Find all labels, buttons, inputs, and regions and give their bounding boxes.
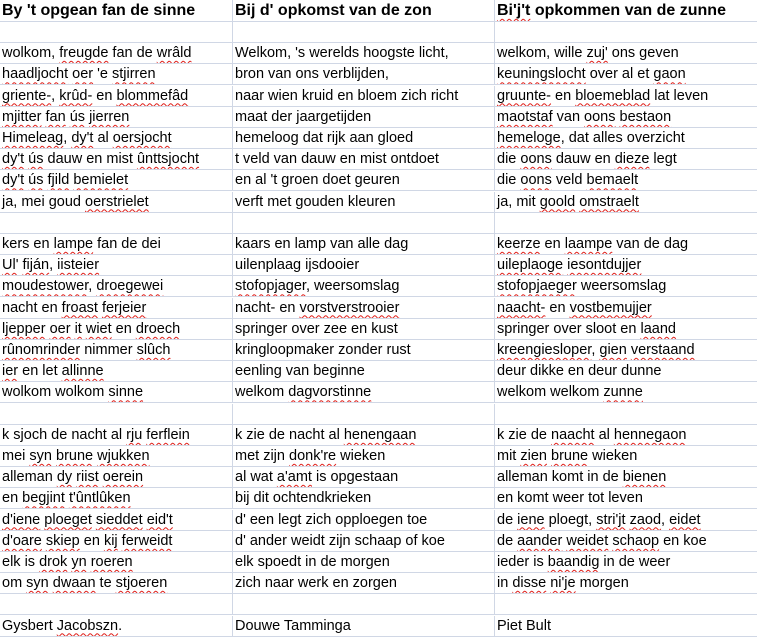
spellcheck-mark: keuningslocht [497, 66, 586, 83]
spellcheck-mark: rju [126, 426, 143, 443]
spellcheck-mark: bienen [622, 469, 667, 486]
spellcheck-mark: wiet [85, 320, 112, 337]
spellcheck-mark: oons [584, 108, 616, 125]
cell-dutch[interactable]: maat der jaargetijden [233, 107, 495, 128]
spellcheck-mark: kreengiesloper [497, 342, 592, 358]
spellcheck-mark: jierren [89, 108, 130, 125]
cell-frisian[interactable]: Gysbert Jacobszn. [0, 616, 233, 637]
spellcheck-mark: Himeleag [2, 130, 64, 146]
spellcheck-mark: lampe [53, 236, 94, 252]
spellcheck-mark: bloemeblad [575, 87, 651, 104]
cell-frisian[interactable]: elk is drok yn roeren [0, 552, 233, 573]
spellcheck-mark: aander [517, 532, 563, 549]
cell-dutch[interactable]: verft met gouden kleuren [233, 192, 495, 213]
spellcheck-mark: ier [2, 363, 19, 380]
spellcheck-mark: mjitter [2, 108, 42, 125]
header-cell-frisian[interactable]: By 't opgean fan de sinne [0, 0, 233, 22]
cell-dialect[interactable]: kreengiesloper, gien verstaand [495, 340, 757, 361]
spellcheck-mark: donk're [289, 448, 337, 464]
spellcheck-mark: ferjeier [101, 299, 147, 316]
table-row [0, 43, 757, 64]
spellcheck-mark: oer [72, 66, 94, 83]
spellcheck-mark: ús [28, 172, 44, 189]
table-row [0, 170, 757, 191]
cell-dutch[interactable]: d' ander weidt zijn schaap of koe [233, 531, 495, 552]
table-row [0, 298, 757, 319]
spellcheck-mark: drok [39, 554, 68, 570]
table-row [0, 425, 757, 446]
spellcheck-mark: keerze [497, 236, 541, 252]
cell-dialect[interactable]: keuningslocht over al et gaon [495, 64, 757, 85]
spellcheck-mark: droegewei [96, 278, 164, 295]
cell-dialect[interactable]: maotstaf van oons bestaon [495, 107, 757, 128]
spellcheck-mark: riist [76, 469, 99, 486]
table-row [0, 255, 757, 276]
spellcheck-mark: schaop [612, 532, 660, 549]
spellcheck-mark: d'iene [2, 511, 41, 528]
spellcheck-mark: iesontdujjer [567, 257, 642, 274]
cell-dialect[interactable]: mit zien brune wieken [495, 446, 757, 467]
spellcheck-mark: stofopjager [235, 278, 306, 295]
spellcheck-mark: wrâld [156, 45, 192, 62]
spellcheck-mark: kij [103, 532, 118, 549]
cell-dutch[interactable] [233, 22, 495, 43]
spellcheck-mark: ni'je [550, 575, 576, 592]
cell-dialect[interactable]: deur dikke en deur dunne [495, 361, 757, 382]
cell-dutch[interactable]: bij dit ochtendkrieken [233, 488, 495, 509]
table-row [0, 510, 757, 531]
cell-dialect[interactable]: de aander weidet schaop en koe [495, 531, 757, 552]
cell-frisian[interactable] [0, 22, 233, 43]
cell-dialect[interactable] [495, 594, 757, 615]
header-row [0, 0, 757, 22]
spellcheck-mark: stri'jt [596, 511, 626, 528]
cell-dutch[interactable]: stofopjager, weersomslag [233, 276, 495, 297]
cell-frisian[interactable]: ier en let allinne [0, 361, 233, 382]
spellcheck-mark: oerein [102, 469, 144, 486]
cell-frisian[interactable]: rûnomrinder nimmer slûch [0, 340, 233, 361]
spellcheck-mark: dagvorstinne [288, 384, 372, 401]
spellcheck-mark: goold [539, 193, 576, 210]
cell-dialect[interactable]: springer over sloot en laand [495, 319, 757, 340]
cell-dialect[interactable]: die oons veld bemaelt [495, 170, 757, 191]
cell-frisian[interactable]: kers en lampe fan de dei [0, 234, 233, 255]
spellcheck-mark: eid't [146, 511, 173, 528]
cell-dialect[interactable]: in disse ni'je morgen [495, 573, 757, 594]
cell-frisian[interactable]: haadljocht oer 'e stjirren [0, 64, 233, 85]
cell-dutch[interactable]: springer over zee en kust [233, 319, 495, 340]
cell-frisian[interactable] [0, 213, 233, 234]
table-row [0, 22, 757, 43]
spellcheck-mark: sieddet [95, 511, 143, 528]
spellcheck-mark: slûch [136, 342, 171, 358]
cell-frisian[interactable]: moudestower, droegewei [0, 276, 233, 297]
spellcheck-mark: fan [45, 108, 66, 125]
header-cell-dutch[interactable]: Bij d' opkomst van de zon [233, 0, 495, 22]
cell-frisian[interactable]: wolkom wolkom sinne [0, 382, 233, 403]
cell-dutch[interactable]: en al 't groen doet geuren [233, 170, 495, 191]
cell-dutch[interactable]: uilenplaag ijsdooier [233, 255, 495, 276]
table-row [0, 234, 757, 255]
cell-dutch[interactable] [233, 594, 495, 615]
cell-dutch[interactable]: al wat a'amt is opgestaan [233, 467, 495, 488]
table-row [0, 86, 757, 107]
cell-dialect[interactable]: de iene ploegt, stri'jt zaod, eidet [495, 510, 757, 531]
cell-dialect[interactable]: en komt weer tot leven [495, 488, 757, 509]
spellcheck-mark: oerstrielet [85, 193, 149, 210]
spellcheck-mark: t'ûntlûken [68, 490, 131, 507]
spellcheck-mark: wjukken [97, 448, 150, 464]
cell-dialect[interactable] [495, 213, 757, 234]
spellcheck-mark: begjint [22, 490, 65, 507]
cell-frisian[interactable]: griente-, krûd- en blommefâd [0, 86, 233, 107]
spellcheck-mark: bestaon [619, 108, 672, 125]
spellcheck-mark: eidet [669, 511, 701, 528]
spellcheck-mark: krûd- [59, 87, 93, 104]
spellcheck-mark: it [74, 320, 82, 337]
spellcheck-mark: stjoeren [115, 575, 168, 592]
table-row [0, 594, 757, 615]
table-row [0, 276, 757, 297]
cell-dialect[interactable]: keerze en laampe van de dag [495, 234, 757, 255]
spellcheck-mark: Jacobszn [56, 617, 119, 634]
table-row [0, 467, 757, 488]
table-row [0, 446, 757, 467]
spellcheck-mark: skiep [45, 532, 80, 549]
cell-frisian[interactable]: Ul' fiján, iisteier [0, 255, 233, 276]
table-row [0, 319, 757, 340]
spellcheck-mark: laand [640, 320, 676, 337]
cell-dutch[interactable]: kringloopmaker zonder rust [233, 340, 495, 361]
cell-frisian[interactable]: k sjoch de nacht al rju ferflein [0, 425, 233, 446]
spellcheck-mark: stofopjaeger [497, 278, 577, 295]
spellcheck-mark: a'amt [276, 469, 312, 486]
cell-frisian[interactable] [0, 404, 233, 425]
spellcheck-mark: vostbemujjer [569, 299, 652, 316]
cell-dialect[interactable]: k zie de naacht al hennegaon [495, 425, 757, 446]
cell-frisian[interactable]: om syn dwaan te stjoeren [0, 573, 233, 594]
spellcheck-mark: blommefâd [116, 87, 189, 104]
spellcheck-mark: baandig [547, 554, 600, 570]
spellcheck-mark: sinne [108, 384, 144, 401]
spellcheck-mark: laampe [564, 236, 613, 252]
cell-frisian[interactable]: wolkom, freugde fan de wrâld [0, 43, 233, 64]
spellcheck-mark: froast [61, 299, 98, 316]
spellcheck-mark: gaon [653, 66, 686, 83]
cell-frisian[interactable] [0, 594, 233, 615]
cell-dutch[interactable]: naar wien kruid en bloem zich richt [233, 86, 495, 107]
cell-dutch[interactable]: hemeloog dat rijk aan gloed [233, 128, 495, 149]
table-row [0, 213, 757, 234]
cell-dutch[interactable]: kaars en lamp van alle dag [233, 234, 495, 255]
spellcheck-mark: maotstaf [497, 108, 553, 125]
spellcheck-mark: brune [551, 448, 589, 464]
spellcheck-mark: dy't [2, 151, 25, 168]
table-row [0, 552, 757, 573]
spellcheck-mark: oersjocht [112, 130, 172, 146]
spellcheck-mark: ploeget [44, 511, 92, 528]
cell-dutch[interactable]: zich naar werk en zorgen [233, 573, 495, 594]
spellcheck-mark: hennegaon [613, 426, 687, 443]
spellcheck-mark: roeren [90, 554, 133, 570]
cell-frisian[interactable]: ja, mei goud oerstrielet [0, 192, 233, 213]
cell-dutch[interactable] [233, 404, 495, 425]
spellcheck-mark: weidet [566, 532, 609, 549]
cell-dialect[interactable]: ieder is baandig in de weer [495, 552, 757, 573]
cell-dialect[interactable]: naacht- en vostbemujjer [495, 298, 757, 319]
table-row [0, 531, 757, 552]
cell-frisian[interactable]: dy't ús dauw en mist ûnttsjocht [0, 149, 233, 170]
cell-frisian[interactable]: ljepper oer it wiet en droech [0, 319, 233, 340]
spellcheck-mark: ljepper [2, 320, 46, 337]
cell-frisian[interactable]: Himeleag, dy't al oersjocht [0, 128, 233, 149]
spellcheck-mark: gien [599, 342, 627, 358]
spellcheck-mark: freugde [59, 45, 109, 62]
spellcheck-mark: naacht- [497, 299, 546, 316]
cell-dutch[interactable]: eenling van beginne [233, 361, 495, 382]
cell-frisian[interactable]: alleman dy riist oerein [0, 467, 233, 488]
table-row [0, 64, 757, 85]
cell-dutch[interactable]: welkom dagvorstinne [233, 382, 495, 403]
table-row [0, 488, 757, 509]
spellcheck-mark: haadljocht [2, 66, 69, 83]
cell-dialect[interactable]: alleman komt in de bienen [495, 467, 757, 488]
spellcheck-mark: omstraelt [579, 193, 639, 210]
table-row [0, 149, 757, 170]
cell-dutch[interactable]: t veld van dauw en mist ontdoet [233, 149, 495, 170]
spellcheck-mark: iene [517, 511, 545, 528]
spellcheck-mark: syn [29, 448, 52, 464]
cell-dutch[interactable]: met zijn donk're wieken [233, 446, 495, 467]
cell-dialect[interactable]: welkom, wille zuj' ons geven [495, 43, 757, 64]
cell-dutch[interactable]: Douwe Tamminga [233, 616, 495, 637]
table-row [0, 128, 757, 149]
spellcheck-mark: fjild [47, 172, 70, 189]
cell-dutch[interactable]: k zie de nacht al henengaan [233, 425, 495, 446]
table-row [0, 192, 757, 213]
spellcheck-mark: henengaan [343, 426, 417, 443]
cell-dialect[interactable]: stofopjaeger weersomslag [495, 276, 757, 297]
spellcheck-mark: rûnomrinder [2, 342, 81, 358]
spellcheck-mark: oons [520, 151, 552, 168]
cell-frisian[interactable] [0, 107, 233, 128]
spellcheck-mark: ûnttsjocht [136, 151, 200, 168]
spellcheck-mark: allinne [61, 363, 104, 380]
spellcheck-mark: Bi'j't [497, 2, 531, 19]
spellcheck-mark: ferflein [146, 426, 190, 443]
table-row [0, 361, 757, 382]
spellcheck-mark: ferweidt [121, 532, 173, 549]
table-row [0, 616, 757, 637]
spellcheck-mark: brune [56, 448, 94, 464]
cell-dutch[interactable]: bron van ons verblijden, [233, 64, 495, 85]
cell-frisian[interactable]: d'oare skiep en kij ferweidt [0, 531, 233, 552]
spellcheck-mark: uileplaoge [497, 257, 564, 274]
cell-dialect[interactable]: Piet Bult [495, 616, 757, 637]
spellcheck-mark: iisteier [57, 257, 100, 274]
cell-dialect[interactable]: hemeloge, dat alles overzicht [495, 128, 757, 149]
cell-dialect[interactable]: die oons dauw en dieze legt [495, 149, 757, 170]
spellcheck-mark: hemeloge [497, 130, 561, 146]
spellcheck-mark: dy't [71, 130, 94, 146]
spellcheck-mark: syn [26, 575, 49, 592]
cell-frisian[interactable] [0, 510, 233, 531]
spellcheck-mark: zuj' [586, 45, 608, 62]
cell-frisian[interactable]: mei syn brune wjukken [0, 446, 233, 467]
cell-dialect[interactable]: ja, mit goold omstraelt [495, 192, 757, 213]
spellcheck-mark: zunne [603, 384, 643, 401]
spellcheck-mark: oons [520, 172, 552, 189]
spellcheck-mark: vorstverstrooier [299, 299, 400, 316]
spellcheck-mark: bemielet [73, 172, 129, 189]
cell-dutch[interactable]: d' een legt zich opploegen toe [233, 510, 495, 531]
table-row [0, 107, 757, 128]
spellcheck-mark: stjirren [112, 66, 156, 83]
table-row [0, 382, 757, 403]
spellcheck-mark: Ul' [2, 257, 19, 274]
spellcheck-mark: zaod [629, 511, 662, 528]
spellcheck-mark: disse [512, 575, 547, 592]
spellcheck-mark: griente- [2, 87, 52, 104]
spellcheck-mark: naacht [551, 426, 595, 443]
cell-dutch[interactable] [233, 213, 495, 234]
cell-dutch[interactable]: nacht- en vorstverstrooier [233, 298, 495, 319]
spellcheck-mark: d'oare [2, 532, 42, 549]
spellcheck-mark: dy [56, 469, 73, 486]
spellcheck-mark: moudestower [2, 278, 89, 295]
header-cell-dialect[interactable]: Bi'j't opkommen van de zunne [495, 0, 757, 22]
cell-frisian[interactable]: nacht en froast ferjeier [0, 298, 233, 319]
spellcheck-mark: dieze [614, 151, 650, 168]
spellcheck-mark: dwaan [52, 575, 96, 592]
cell-frisian[interactable] [0, 170, 233, 191]
spellcheck-mark: ús [69, 108, 86, 125]
spellcheck-mark: fiján [22, 257, 50, 274]
cell-dialect[interactable]: welkom welkom zunne [495, 382, 757, 403]
spellcheck-mark: ús [28, 151, 44, 168]
cell-dutch[interactable]: elk spoedt in de morgen [233, 552, 495, 573]
cell-dialect[interactable]: gruunte- en bloemeblad lat leven [495, 86, 757, 107]
spellcheck-mark: dy't [2, 172, 25, 189]
cell-dialect[interactable] [495, 404, 757, 425]
spellcheck-mark: droech [135, 320, 181, 337]
cell-dutch[interactable]: Welkom, 's werelds hoogste licht, [233, 43, 495, 64]
table-row [0, 340, 757, 361]
cell-dialect[interactable] [495, 255, 757, 276]
cell-frisian[interactable]: en begjint t'ûntlûken [0, 488, 233, 509]
spellcheck-mark: gruunte- [497, 87, 552, 104]
table-row [0, 404, 757, 425]
table-row [0, 573, 757, 594]
spellcheck-mark: bemaelt [586, 172, 639, 189]
cell-dialect[interactable] [495, 22, 757, 43]
spellcheck-mark: yn [71, 554, 87, 570]
spellcheck-mark: verstaand [630, 342, 695, 358]
spellcheck-mark: zien [520, 448, 547, 464]
spellcheck-mark: oer [49, 320, 71, 337]
